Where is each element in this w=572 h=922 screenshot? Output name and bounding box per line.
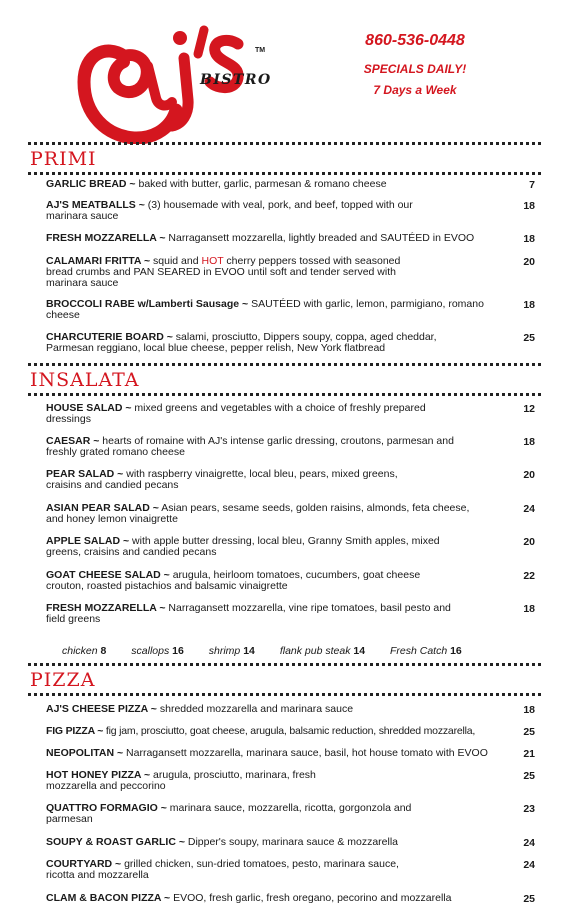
addon-flank-steak: flank pub steak 14	[279, 645, 366, 657]
item-price: 18	[523, 233, 535, 245]
addon-fresh-catch: Fresh Catch 16	[389, 645, 462, 657]
item-price: 25	[523, 726, 535, 738]
menu-item: QUATTRO FORMAGIO ~ marinara sauce, mozzarella, ricotta, gorgonzola and parmesan	[46, 802, 412, 825]
section-title-primi: PRIMI	[30, 148, 97, 170]
item-price: 20	[523, 536, 535, 548]
item-price: 7	[529, 179, 535, 191]
item-price: 23	[523, 803, 535, 815]
addon-chicken: chicken 8	[62, 645, 107, 657]
specials-daily: SPECIALS DAILY!	[363, 62, 467, 76]
item-price: 24	[523, 837, 535, 849]
menu-item: AJ'S MEATBALLS ~ (3) housemade with veal, pork, and beef, topped with our marinara sauce	[46, 199, 413, 222]
item-price: 18	[523, 200, 535, 212]
menu-item: BROCCOLI RABE w/Lamberti Sausage ~ SAUTÉED with garlic, lemon, parmigiano, romano cheese	[46, 298, 484, 321]
item-price: 18	[523, 436, 535, 448]
addon-shrimp: shrimp 14	[208, 645, 255, 657]
menu-item: SOUPY & ROAST GARLIC ~ Dipper's soupy, marinara sauce & mozzarella	[46, 836, 399, 848]
section-title-insalata: INSALATA	[30, 369, 140, 391]
menu-item: HOUSE SALAD ~ mixed greens and vegetables with a choice of freshly prepared dressings	[46, 402, 426, 425]
menu-item: CAESAR ~ hearts of romaine with AJ's intense garlic dressing, croutons, parmesan and freshly grated romano cheese	[46, 435, 454, 458]
menu-item: PEAR SALAD ~ with raspberry vinaigrette, local bleu, pears, mixed greens, craisins and candied pecans	[46, 468, 398, 491]
bistro-label: BISTRO	[200, 72, 272, 88]
open-days: 7 Days a Week	[373, 83, 457, 97]
menu-item: NEOPOLITAN ~ Narragansett mozzarella, marinara sauce, basil, hot house tomato with EVOO	[46, 747, 488, 759]
menu-item: APPLE SALAD ~ with apple butter dressing, local bleu, Granny Smith apples, mixed greens, craisins and candied pecans	[46, 535, 440, 558]
menu-item: CLAM & BACON PIZZA ~ EVOO, fresh garlic, fresh oregano, pecorino and mozzarella	[46, 892, 452, 904]
menu-item: HOT HONEY PIZZA ~ arugula, prosciutto, marinara, fresh mozzarella and peccorino	[46, 769, 316, 792]
menu-item: FRESH MOZZARELLA ~ Narragansett mozzarella, lightly breaded and SAUTÉED in EVOO	[46, 232, 475, 244]
item-price: 18	[523, 603, 535, 615]
menu-item: ASIAN PEAR SALAD ~ Asian pears, sesame seeds, golden raisins, almonds, feta cheese, and honey lemon vinaigrette	[46, 502, 470, 525]
item-price: 12	[523, 403, 535, 415]
divider	[28, 172, 541, 175]
item-price: 24	[523, 859, 535, 871]
menu-item: GOAT CHEESE SALAD ~ arugula, heirloom tomatoes, cucumbers, goat cheese crouton, roasted pistachios and balsamic vinaigrette	[46, 569, 421, 592]
item-price: 18	[523, 299, 535, 311]
divider	[28, 142, 541, 145]
divider	[28, 393, 541, 396]
phone-number[interactable]: 860-536-0448	[365, 32, 465, 49]
addon-scallops: scallops 16	[131, 645, 184, 657]
menu-item: CHARCUTERIE BOARD ~ salami, prosciutto, Dippers soupy, coppa, aged cheddar, Parmesan reggiano, local blue cheese, pepper relish, New York flatbread	[46, 331, 437, 354]
divider	[28, 663, 541, 666]
item-price: 20	[523, 256, 535, 268]
menu-item: GARLIC BREAD ~ baked with butter, garlic, parmesan & romano cheese	[46, 178, 387, 190]
trademark-mark: TM	[255, 47, 266, 54]
item-price: 25	[523, 332, 535, 344]
menu-item: COURTYARD ~ grilled chicken, sun-dried tomatoes, pesto, marinara sauce, ricotta and mozzarella	[46, 858, 399, 881]
section-title-pizza: PIZZA	[30, 669, 96, 691]
item-price: 20	[523, 469, 535, 481]
menu-item: CALAMARI FRITTA ~ squid and HOT cherry peppers tossed with seasoned bread crumbs and PAN SEARED in EVOO until soft and tender served with marinara sauce	[46, 255, 401, 289]
item-price: 22	[523, 570, 535, 582]
item-price: 24	[523, 503, 535, 515]
salad-addons	[62, 645, 484, 657]
menu-item: FIG PIZZA ~ fig jam, prosciutto, goat cheese, arugula, balsamic reduction, shredded mozzarella,	[46, 725, 476, 737]
item-price: 25	[523, 893, 535, 905]
menu-item: AJ'S CHEESE PIZZA ~ shredded mozzarella and marinara sauce	[46, 703, 354, 715]
divider	[28, 363, 541, 366]
item-price: 25	[523, 770, 535, 782]
divider	[28, 693, 541, 696]
menu-item: FRESH MOZZARELLA ~ Narragansett mozzarella, vine ripe tomatoes, basil pesto and field greens	[46, 602, 451, 625]
item-price: 18	[523, 704, 535, 716]
item-price: 21	[523, 748, 535, 760]
